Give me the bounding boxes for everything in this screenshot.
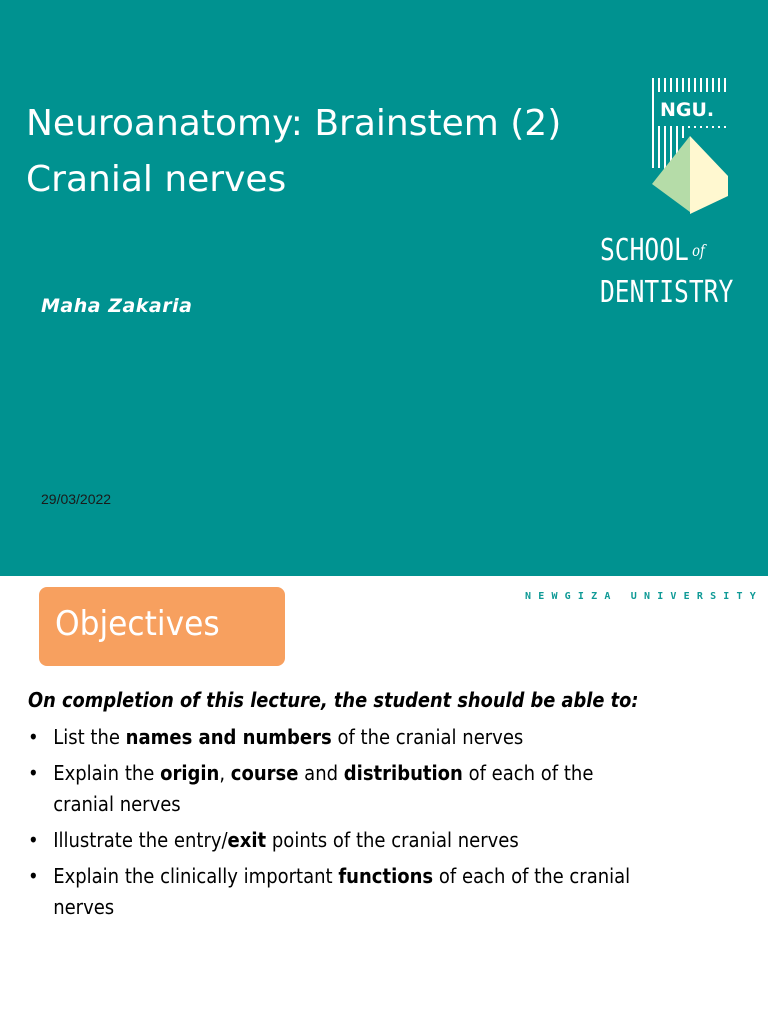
objective-item bbox=[28, 861, 658, 923]
university-name: NEWGIZA UNIVERSITY bbox=[525, 591, 763, 602]
objective-keyword: origin bbox=[160, 761, 220, 785]
objective-text: Explain the clinically important bbox=[53, 864, 339, 888]
objective-text: List the bbox=[53, 725, 126, 749]
objective-text: points of the cranial nerves bbox=[266, 828, 519, 852]
objective-item bbox=[28, 758, 658, 820]
objectives-heading: Objectives bbox=[55, 604, 220, 644]
objective-text: of each of the cranial nerves bbox=[53, 864, 631, 919]
objective-text: Explain the bbox=[53, 761, 161, 785]
objective-keyword: distribution bbox=[343, 761, 463, 785]
author-name: Maha Zakaria bbox=[41, 295, 193, 317]
school-line-2: DENTISTRY bbox=[600, 275, 734, 310]
lecture-date: 29/03/2022 bbox=[41, 491, 112, 507]
objectives-heading-box bbox=[39, 587, 285, 666]
objective-text: and bbox=[298, 761, 344, 785]
objective-text: , bbox=[219, 761, 231, 785]
objectives-slide bbox=[0, 576, 768, 1024]
objective-item bbox=[28, 722, 658, 753]
objective-keyword: functions bbox=[338, 864, 434, 888]
objective-keyword: course bbox=[230, 761, 299, 785]
slide-title bbox=[26, 96, 616, 208]
objective-item bbox=[28, 825, 658, 856]
slide-title-line-2: Cranial nerves bbox=[26, 159, 287, 200]
logo-badge-text: NGU. bbox=[660, 99, 715, 121]
objectives-intro: On completion of this lecture, the student should be able to: bbox=[28, 688, 639, 712]
objectives-list bbox=[28, 722, 728, 928]
logo-cream-triangle bbox=[690, 136, 728, 214]
objective-keyword: exit bbox=[227, 828, 267, 852]
school-name bbox=[600, 230, 733, 314]
objective-text: of the cranial nerves bbox=[331, 725, 524, 749]
school-line-1: SCHOOL bbox=[600, 233, 689, 268]
objective-text: of each of the cranial nerves bbox=[53, 761, 594, 816]
objective-text: Illustrate the entry/ bbox=[53, 828, 228, 852]
objective-keyword: names and numbers bbox=[125, 725, 332, 749]
school-of: of bbox=[692, 241, 705, 260]
slide-title-line-1: Neuroanatomy: Brainstem (2) bbox=[26, 103, 562, 144]
